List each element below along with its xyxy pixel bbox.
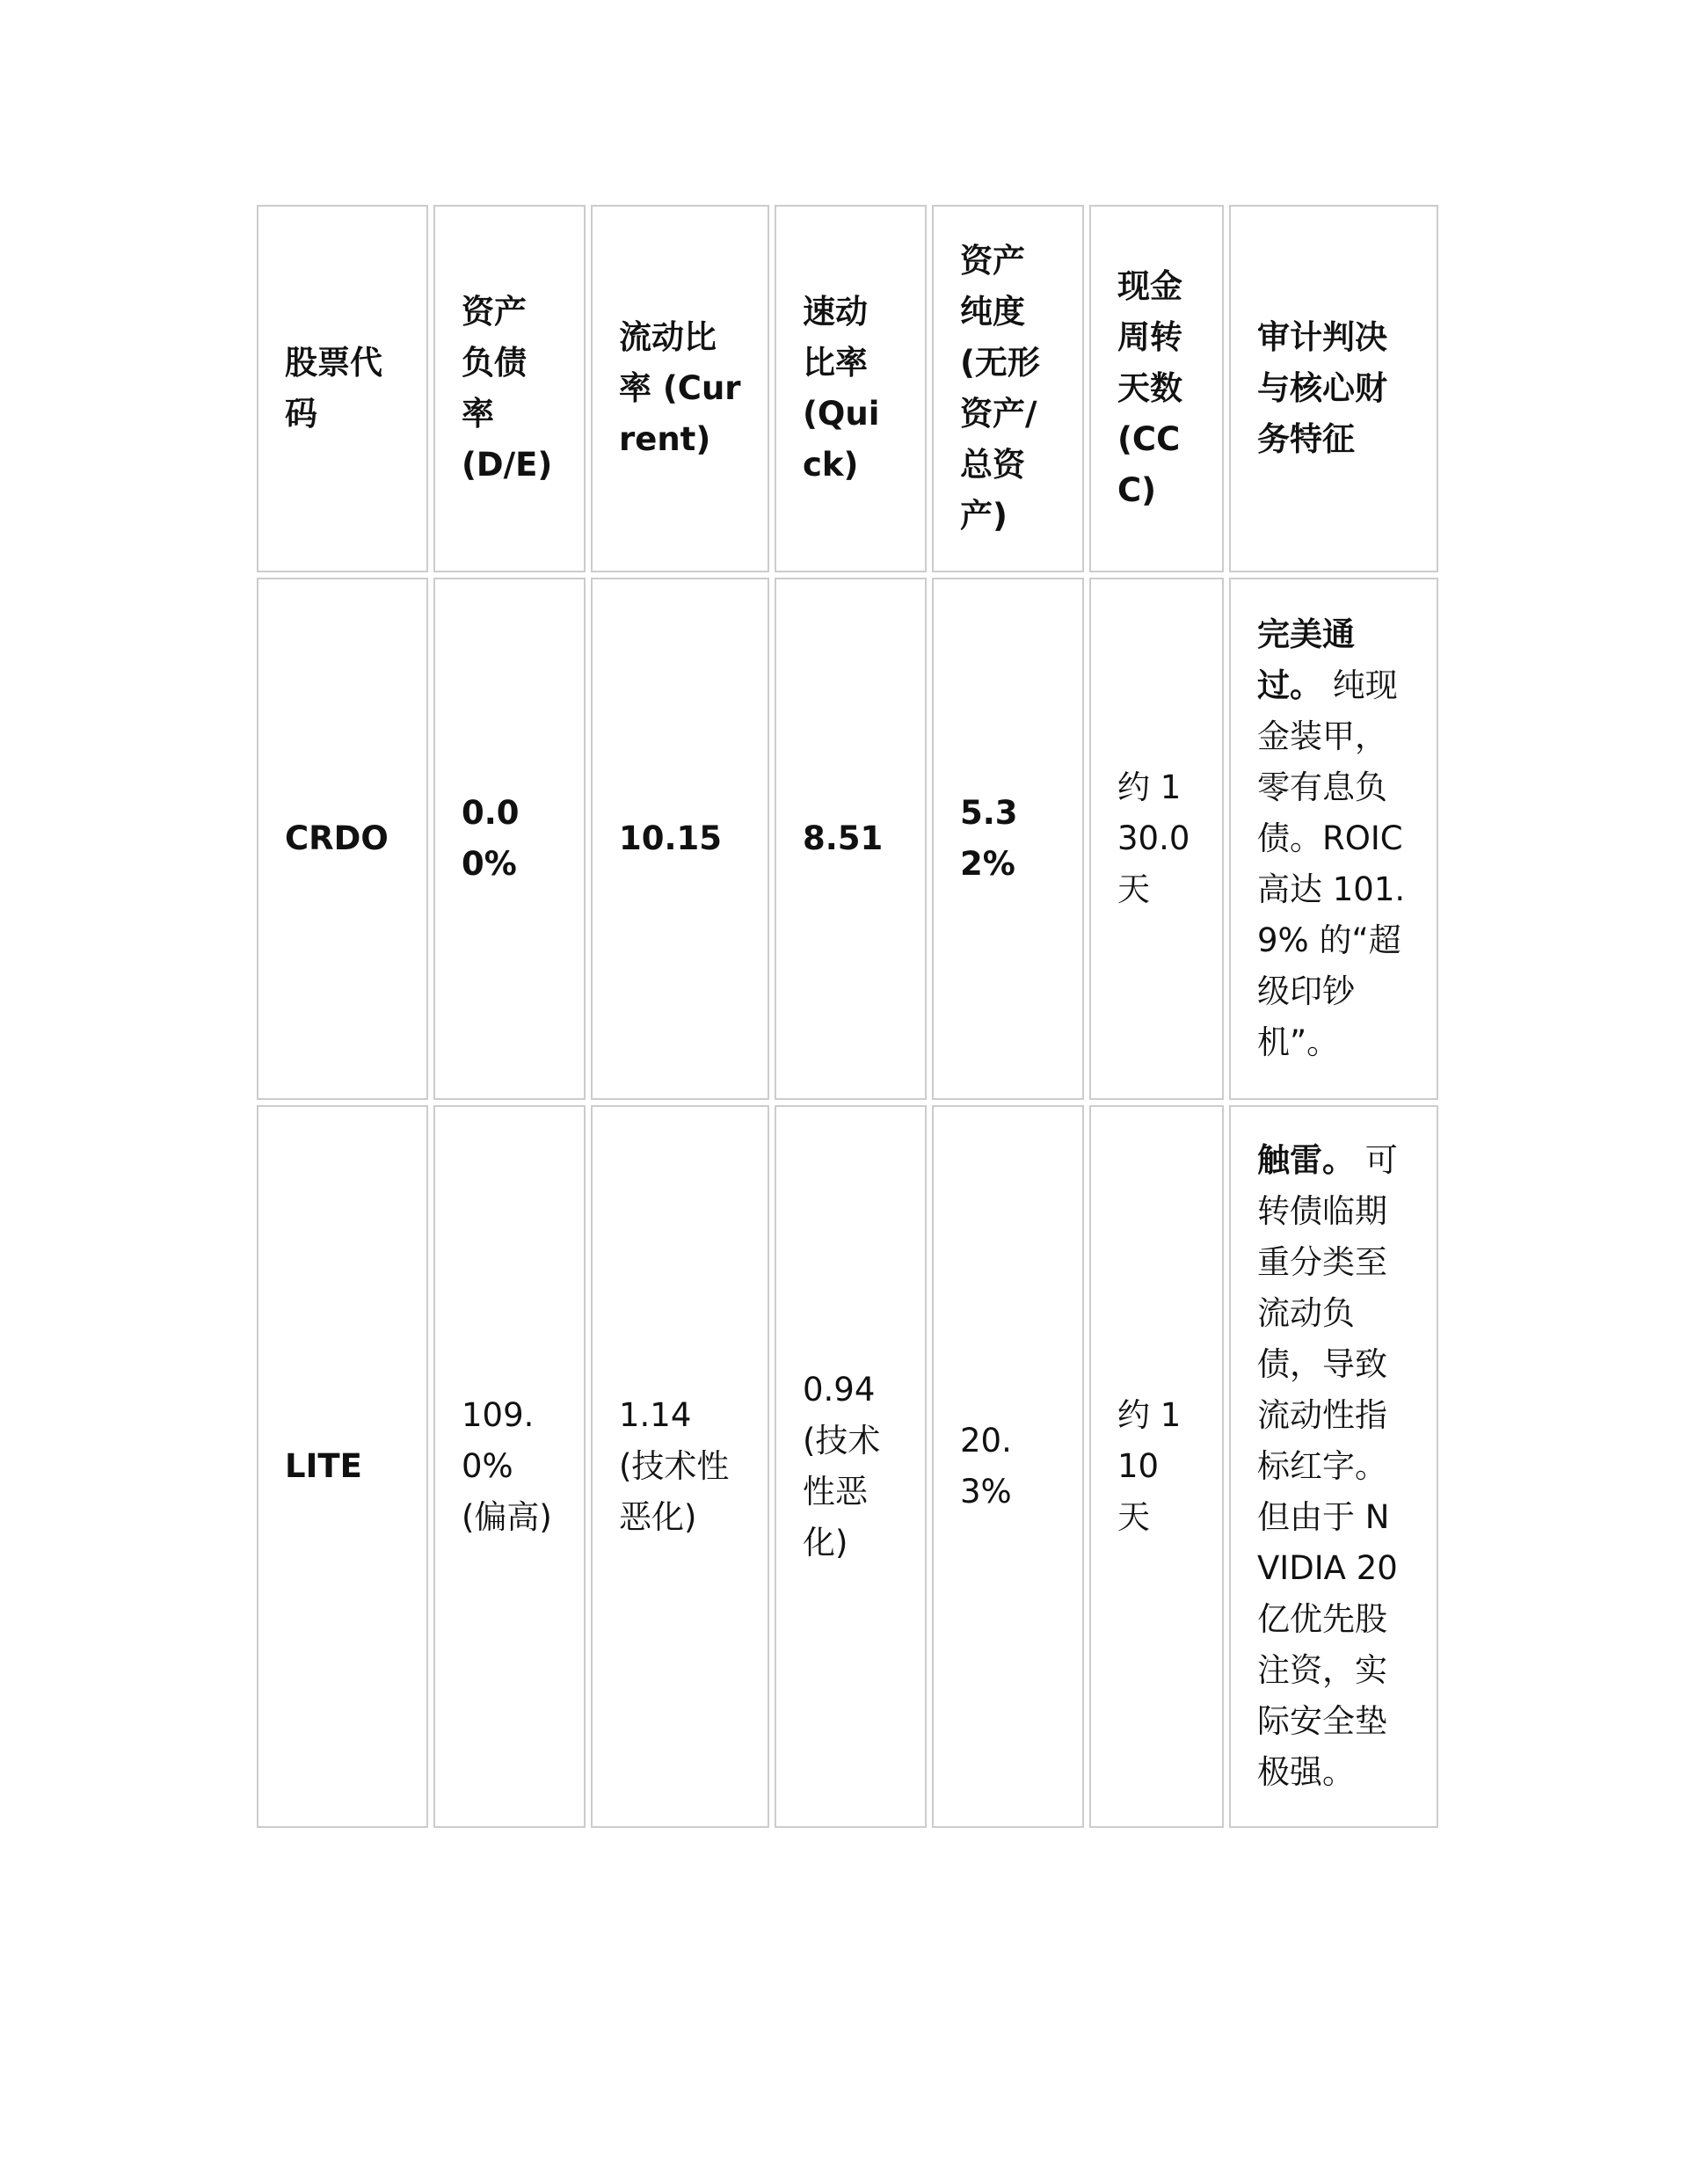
verdict-label: 触雷。 xyxy=(1257,1141,1355,1179)
cell-verdict xyxy=(1229,578,1438,1100)
header-verdict: 审计判决与核心财务特征 xyxy=(1229,205,1438,572)
header-asset-purity: 资产纯度 (无形资产/总资产) xyxy=(932,205,1084,572)
cell-ticker: CRDO xyxy=(257,578,428,1100)
cell-asset-purity: 5.32% xyxy=(932,578,1084,1100)
cell-debt-equity: 109.0% (偏高) xyxy=(433,1105,586,1828)
verdict-text: 可转债临期重分类至流动负债，导致流动性指标红字。但由于 NVIDIA 20 亿优先股注资，实际安全垫极强。 xyxy=(1257,1141,1398,1791)
cell-quick-ratio: 0.94 (技术性恶化) xyxy=(775,1105,927,1828)
verdict-text: 纯现金装甲，零有息负债。ROIC 高达 101.9% 的“超级印钞机”。 xyxy=(1257,666,1406,1061)
cell-current-ratio: 1.14 (技术性恶化) xyxy=(591,1105,769,1828)
header-quick-ratio: 速动比率 (Quick) xyxy=(775,205,927,572)
header-current-ratio: 流动比率 (Current) xyxy=(591,205,769,572)
cell-ccc: 约 130.0 天 xyxy=(1089,578,1224,1100)
cell-ccc: 约 110 天 xyxy=(1089,1105,1224,1828)
cell-asset-purity: 20.3% xyxy=(932,1105,1084,1828)
financial-audit-table xyxy=(251,200,1444,1833)
cell-ticker: LITE xyxy=(257,1105,428,1828)
cell-verdict xyxy=(1229,1105,1438,1828)
verdict-label: 完美通过。 xyxy=(1257,615,1355,704)
cell-current-ratio: 10.15 xyxy=(591,578,769,1100)
header-debt-equity: 资产负债率 (D/E) xyxy=(433,205,586,572)
cell-debt-equity: 0.00% xyxy=(433,578,586,1100)
table-row xyxy=(257,1105,1438,1828)
table-row xyxy=(257,578,1438,1100)
header-ticker: 股票代码 xyxy=(257,205,428,572)
cell-quick-ratio: 8.51 xyxy=(775,578,927,1100)
table-header-row xyxy=(257,205,1438,572)
header-ccc: 现金周转天数 (CCC) xyxy=(1089,205,1224,572)
